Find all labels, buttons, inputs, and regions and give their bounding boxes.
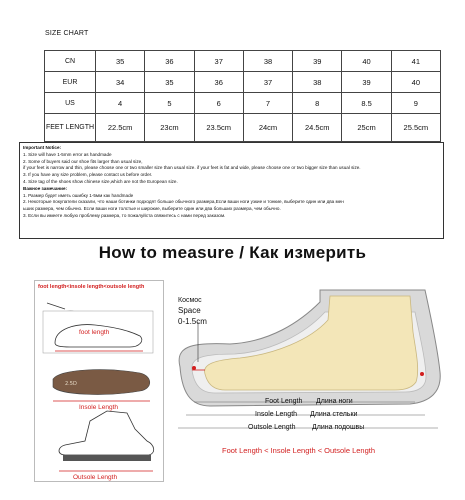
table-cell: 41 [391,51,440,72]
right-insole-length-label: Insole Length [255,411,298,418]
space-value-label: 0-1.5cm [178,317,207,326]
right-foot-length-ru-label: Длина ноги [316,398,353,405]
notice-line: 3. If you have any size problem, please contact us before order. [23,172,153,178]
row-header: EUR [45,72,96,93]
table-row [45,114,441,142]
left-outsole-length-label: Outsole Length [73,474,118,481]
row-header: CN [45,51,96,72]
table-cell: 40 [342,51,391,72]
left-foot-length-label: foot length [79,329,110,336]
table-cell: 35 [96,51,145,72]
notice-ru-title: Важное замечание: [23,185,68,191]
row-header: FEET LENGTH [45,114,96,142]
table-cell: 37 [194,51,243,72]
row-header: US [45,93,96,114]
important-notice-box [19,142,444,239]
notice-title: Important Notice: [23,145,62,150]
table-row [45,51,441,72]
right-foot-length-label: Foot Length [265,398,303,405]
right-bottom-note: Foot Length < Insole Length < Outsole Length [222,446,376,455]
space-en-label: Space [178,306,201,315]
notice-ru-line: 1. Размер будет иметь ошибку 1-5мм как handmade [23,192,134,198]
table-cell: 8 [293,93,342,114]
notice-line: if your feet is narrow and thin, please choose one or two smaller size than usual size. if your feet is fat and wide, please choose one or two bigger size than usual size. [23,165,361,171]
notice-line: 2. Some of buyers said our shoe fits larger than usual size, [23,158,143,164]
right-outsole-length-ru-label: Длина подошвы [312,424,365,431]
table-cell: 24cm [243,114,292,142]
notice-ru-line: ьших размера, чем обычно. Если ваши ноги толстые и широкие, выберите один или два больших размера, чем обычно. [23,206,281,212]
size-chart-title: SIZE CHART [45,30,89,37]
table-cell: 24.5cm [293,114,342,142]
table-cell: 38 [243,51,292,72]
table-cell: 25.5cm [391,114,440,142]
table-cell: 6 [194,93,243,114]
notice-line: 4. Size tag of the shoes show chinese size,which are not the European size. [23,178,178,184]
space-ru-label: Космос [178,297,202,304]
how-to-measure-heading: How to measure / Как измерить [98,243,367,262]
notice-ru-line: 3. Если вы имеете любую проблему размера, то пожалуйста свяжитесь с нами перед заказом. [23,212,226,218]
shoe-illustration-icon [35,281,165,483]
table-cell: 22.5cm [96,114,145,142]
table-cell: 34 [96,72,145,93]
foot-in-shoe-diagram-icon [170,282,460,442]
left-insole-length-label: Insole Length [79,404,119,411]
table-cell: 39 [293,51,342,72]
table-cell: 23.5cm [194,114,243,142]
table-cell: 9 [391,93,440,114]
table-cell: 4 [96,93,145,114]
table-cell: 35 [145,72,194,93]
table-cell: 36 [194,72,243,93]
size-chart-table [44,50,441,142]
table-cell: 8.5 [342,93,391,114]
table-cell: 25cm [342,114,391,142]
table-cell: 5 [145,93,194,114]
table-cell: 37 [243,72,292,93]
svg-text:2.5D: 2.5D [65,381,77,387]
notice-ru-line: 2. Некоторые покупатели сказали, что наши ботинки подходят больше обычного размера,Если ваши ноги узкие и тонкие, выберите один или два мен [23,199,344,205]
table-row [45,72,441,93]
table-cell: 23cm [145,114,194,142]
right-outsole-length-label: Outsole Length [248,424,296,431]
table-row [45,93,441,114]
right-insole-length-ru-label: Длина стельки [310,411,358,418]
left-top-label: foot length<insole length<outsole length [38,284,145,290]
notice-line: 1. Size will have 1-5mm error as handmade [23,151,112,157]
table-cell: 7 [243,93,292,114]
table-cell: 38 [293,72,342,93]
table-cell: 40 [391,72,440,93]
table-cell: 39 [342,72,391,93]
table-cell: 36 [145,51,194,72]
left-measure-panel [34,280,164,482]
